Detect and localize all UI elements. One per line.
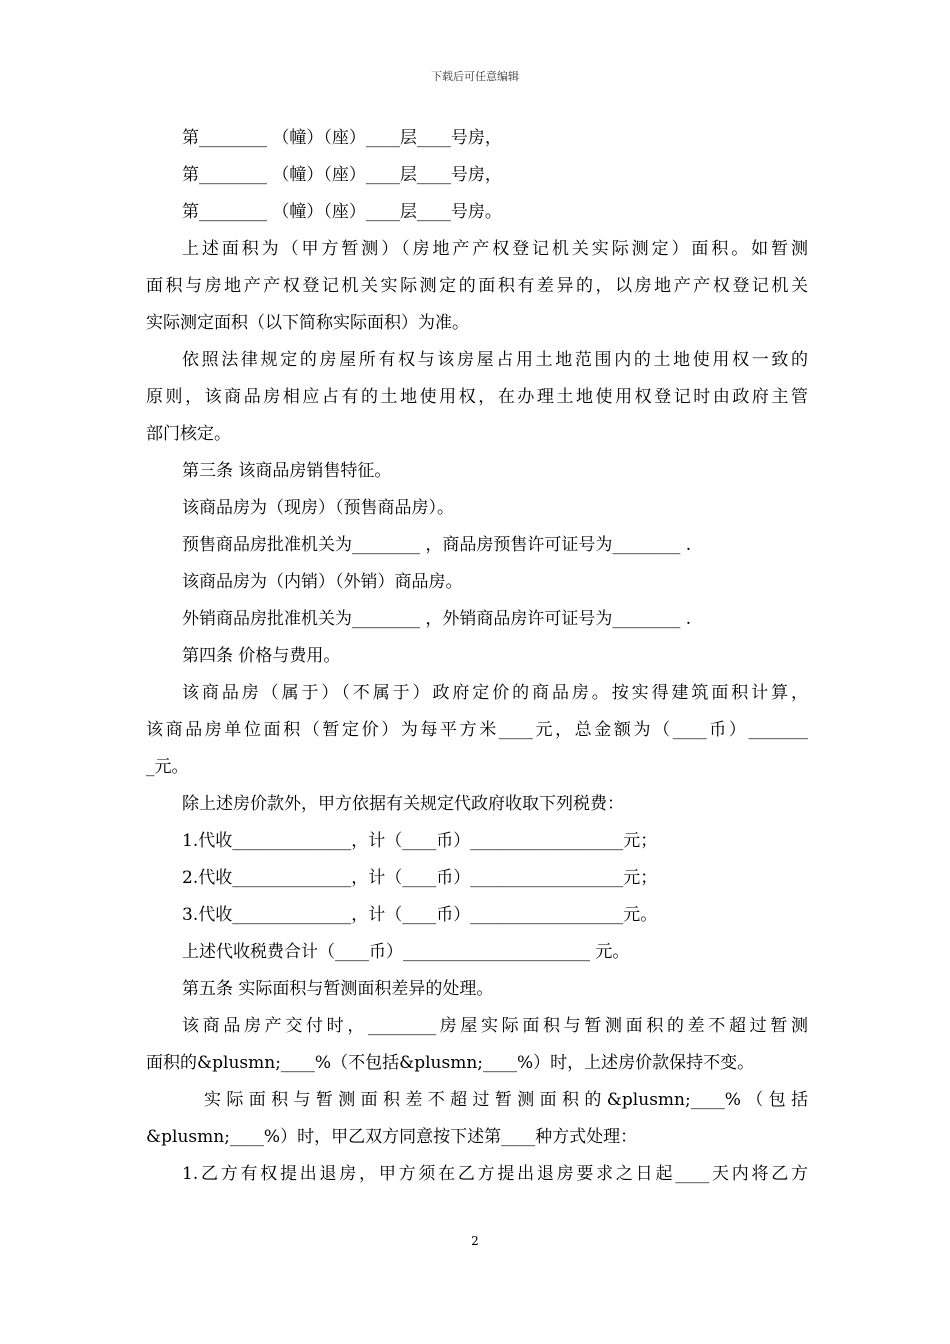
text-line: 该商品房单位面积（暂定价）为每平方米____元，总金额为（____币）_______ — [146, 720, 808, 740]
text-line: 实际面积与暂测面积差不超过暂测面积的&plusmn;____%（包括 — [204, 1090, 808, 1110]
text-line: 3.代收______________，计（____币）__________________元。 — [182, 905, 658, 925]
text-line: 外销商品房批准机关为________ ，外销商品房许可证号为________ . — [182, 609, 692, 629]
text-line: 2.代收______________，计（____币）__________________元； — [182, 868, 658, 888]
text-line: 上述代收税费合计（____币）______________________ 元。 — [182, 942, 630, 962]
text-line: 部门核定。 — [146, 424, 231, 444]
text-line: 该商品房（属于）（不属于）政府定价的商品房。按实得建筑面积计算， — [182, 683, 808, 703]
document-body — [146, 120, 808, 1193]
text-line: 该商品房产交付时，________房屋实际面积与暂测面积的差不超过暂测 — [182, 1016, 808, 1036]
text-line: 依照法律规定的房屋所有权与该房屋占用土地范围内的土地使用权一致的 — [182, 350, 808, 370]
text-line: 第________ （幢）（座）____层____号房。 — [182, 202, 502, 222]
text-line: 该商品房为（内销）（外销）商品房。 — [182, 572, 463, 592]
text-line: 第四条 价格与费用。 — [182, 646, 341, 666]
text-line: 实际测定面积（以下简称实际面积）为准。 — [146, 313, 469, 333]
text-line: &plusmn;____%）时，甲乙双方同意按下述第____种方式处理： — [146, 1127, 638, 1147]
text-line: 上述面积为（甲方暂测）（房地产产权登记机关实际测定）面积。如暂测 — [182, 239, 808, 259]
text-line: 面积与房地产产权登记机关实际测定的面积有差异的，以房地产产权登记机关 — [146, 276, 808, 296]
text-line: 面积的&plusmn;____%（不包括&plusmn;____%）时，上述房价款保持不变。 — [146, 1053, 755, 1073]
text-line: 第五条 实际面积与暂测面积差异的处理。 — [182, 979, 494, 999]
text-line: 除上述房价款外，甲方依据有关规定代政府收取下列税费： — [182, 794, 624, 814]
page-number: 2 — [471, 1234, 479, 1248]
text-line: 预售商品房批准机关为________ ，商品房预售许可证号为________ . — [182, 535, 692, 555]
text-line: 1.乙方有权提出退房，甲方须在乙方提出退房要求之日起____天内将乙方 — [182, 1164, 808, 1184]
page-header: 下载后可任意编辑 — [431, 70, 519, 83]
text-line: 第________ （幢）（座）____层____号房， — [182, 165, 502, 185]
text-line: 第三条 该商品房销售特征。 — [182, 461, 392, 481]
text-line: 原则，该商品房相应占有的土地使用权，在办理土地使用权登记时由政府主管 — [146, 387, 808, 407]
text-line: 1.代收______________，计（____币）__________________元； — [182, 831, 658, 851]
text-line: 第________ （幢）（座）____层____号房， — [182, 128, 502, 148]
text-line: _元。 — [146, 757, 189, 777]
text-line: 该商品房为（现房）（预售商品房）。 — [182, 498, 454, 518]
